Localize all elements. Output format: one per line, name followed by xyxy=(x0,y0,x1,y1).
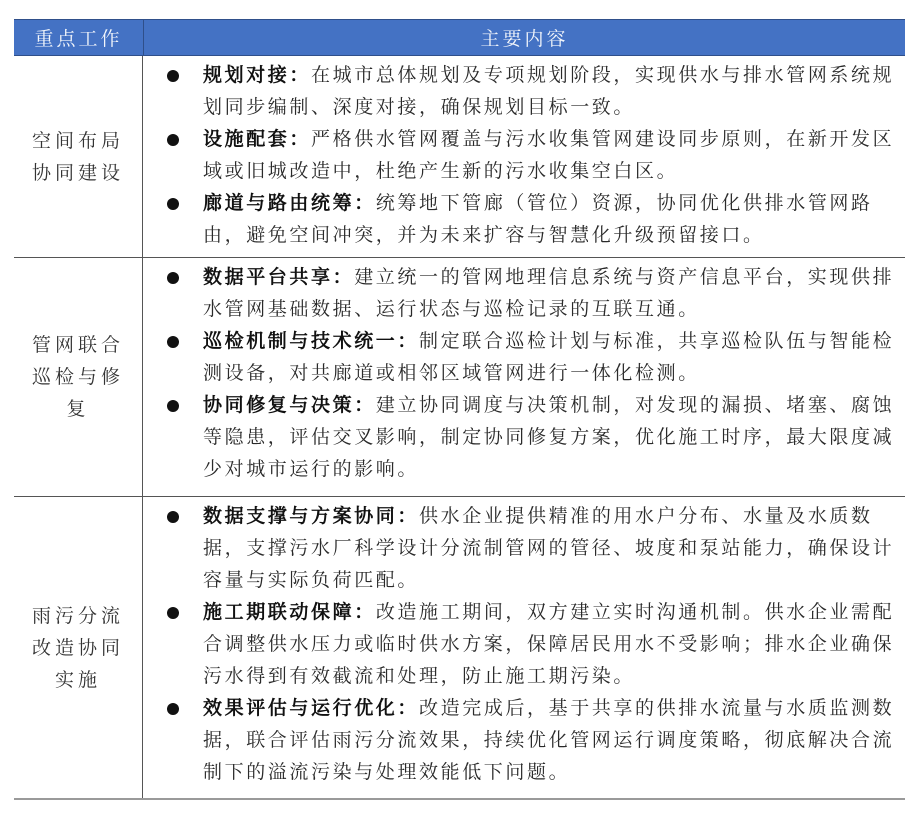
item-text: 改造完成后，基于共享的供排水流量与水质监测数据，联合评估雨污分流效果，持续优化管网运行调度策略，彻底解决合流制下的溢流污染与处理效能低下问题。 xyxy=(203,697,895,783)
bullet-icon xyxy=(143,325,203,389)
header-main-content: 主要内容 xyxy=(480,28,569,50)
bullet-icon xyxy=(143,500,203,596)
item-text: 在城市总体规划及专项规划阶段，实现供水与排水管网系统规划同步编制、深度对接，确保规划目标一致。 xyxy=(203,64,895,118)
item-title: 效果评估与运行优化： xyxy=(203,697,420,719)
list-item xyxy=(143,325,897,389)
table-row xyxy=(14,56,905,258)
bullet-icon xyxy=(143,123,203,187)
table-row xyxy=(14,258,905,497)
list-item xyxy=(143,500,897,596)
table-header xyxy=(14,19,905,56)
table-row xyxy=(14,497,905,800)
list-item xyxy=(143,389,897,485)
row-content xyxy=(143,56,905,257)
item-title: 设施配套： xyxy=(203,128,312,150)
list-item xyxy=(143,596,897,692)
row-content xyxy=(143,258,905,496)
bullet-icon xyxy=(143,596,203,692)
bullet-icon xyxy=(143,692,203,788)
header-key-work: 重点工作 xyxy=(14,20,144,55)
list-item xyxy=(143,187,897,251)
bullet-icon xyxy=(143,389,203,485)
item-text: 供水企业提供精准的用水户分布、水量及水质数据，支撑污水厂科学设计分流制管网的管径、坡度和泵站能力，确保设计容量与实际负荷匹配。 xyxy=(203,505,895,591)
item-text: 严格供水管网覆盖与污水收集管网建设同步原则，在新开发区域或旧城改造中，杜绝产生新的污水收集空白区。 xyxy=(203,128,895,182)
row-content xyxy=(143,497,905,798)
list-item xyxy=(143,261,897,325)
item-title: 协同修复与决策： xyxy=(203,394,376,416)
item-text: 统筹地下管廊（管位）资源，协同优化供排水管网路由，避免空间冲突，并为未来扩容与智慧化升级预留接口。 xyxy=(203,192,873,246)
item-text: 建立协同调度与决策机制，对发现的漏损、堵塞、腐蚀等隐患，评估交叉影响，制定协同修复方案，优化施工时序，最大限度减少对城市运行的影响。 xyxy=(203,394,895,480)
work-content-table xyxy=(14,19,905,800)
bullet-icon xyxy=(143,187,203,251)
item-title: 廊道与路由统筹： xyxy=(203,192,376,214)
row-category: 空间布局协同建设 xyxy=(14,56,143,257)
item-title: 数据平台共享： xyxy=(203,266,355,288)
bullet-icon xyxy=(143,59,203,123)
list-item xyxy=(143,59,897,123)
item-text: 制定联合巡检计划与标准，共享巡检队伍与智能检测设备，对共廊道或相邻区域管网进行一体化检测。 xyxy=(203,330,895,384)
item-title: 规划对接： xyxy=(203,64,312,86)
row-category: 雨污分流改造协同实施 xyxy=(14,497,143,798)
item-title: 施工期联动保障： xyxy=(203,601,376,623)
row-category: 管网联合巡检与修复 xyxy=(14,258,143,496)
bullet-icon xyxy=(143,261,203,325)
item-text: 建立统一的管网地理信息系统与资产信息平台，实现供排水管网基础数据、运行状态与巡检记录的互联互通。 xyxy=(203,266,895,320)
list-item xyxy=(143,123,897,187)
item-title: 巡检机制与技术统一： xyxy=(203,330,420,352)
list-item xyxy=(143,692,897,788)
item-text: 改造施工期间，双方建立实时沟通机制。供水企业需配合调整供水压力或临时供水方案，保障居民用水不受影响；排水企业确保污水得到有效截流和处理，防止施工期污染。 xyxy=(203,601,895,687)
item-title: 数据支撑与方案协同： xyxy=(203,505,420,527)
